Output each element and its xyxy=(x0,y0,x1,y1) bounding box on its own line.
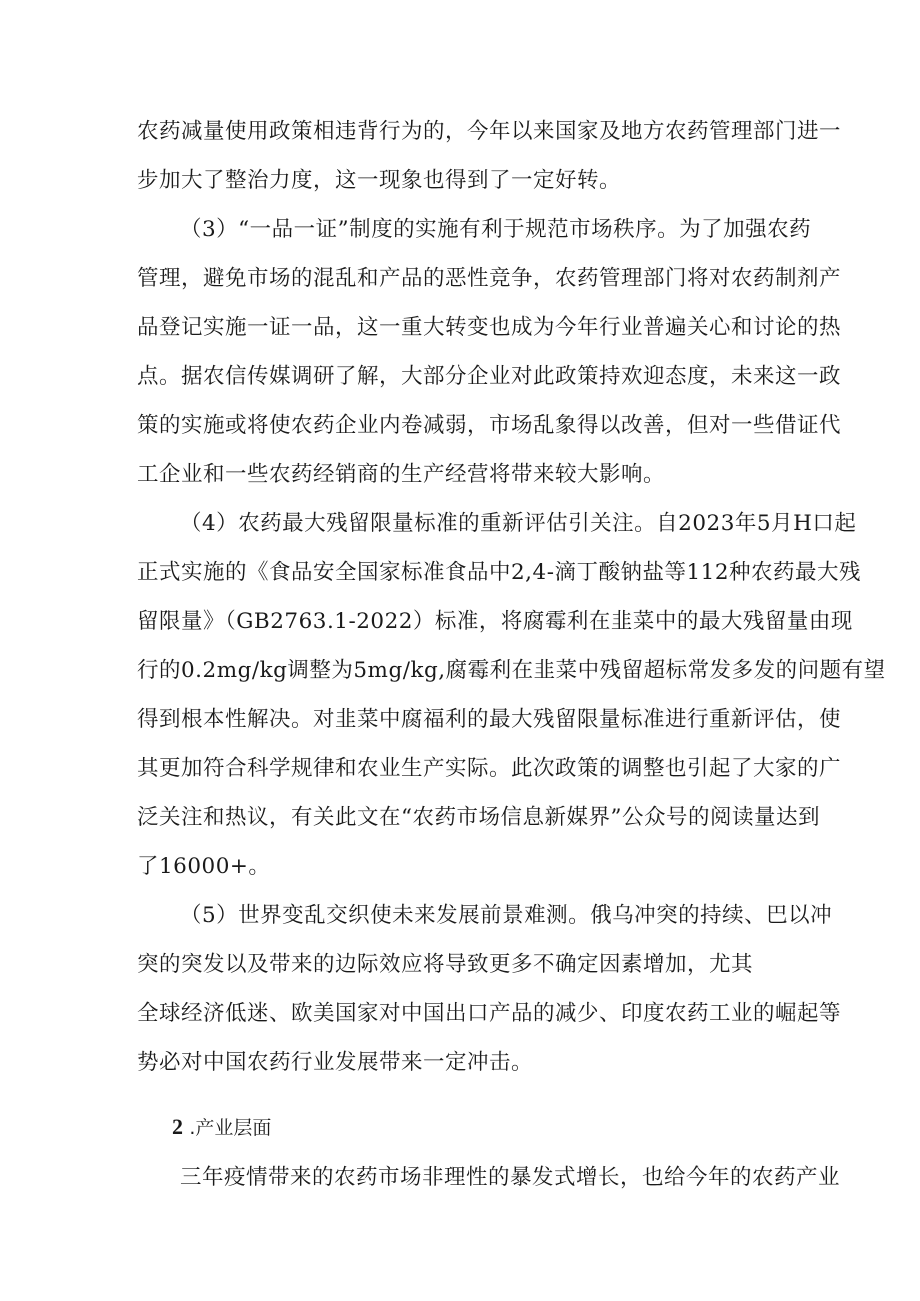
paragraph-3-line-4: 行的0.2mg/kg调整为5mg/kg,腐霉利在韭菜中残留超标常发多发的问题有望 xyxy=(137,658,886,683)
paragraph-3-line-6: 其更加符合科学规律和农业生产实际。此次政策的调整也引起了大家的广 xyxy=(137,756,842,781)
paragraph-3-line-1: （4）农药最大残留限量标准的重新评估引关注。自2023年5月H口起 xyxy=(180,511,857,536)
paragraph-2-line-1: （3）“一品一证”制度的实施有利于规范市场秩序。为了加强农药 xyxy=(180,217,812,242)
section-heading xyxy=(172,1112,271,1143)
paragraph-5-line-1: 三年疫情带来的农药市场非理性的暴发式增长，也给今年的农药产业 xyxy=(180,1165,841,1190)
paragraph-4-line-3: 全球经济低迷、欧美国家对中国出口产品的减少、印度农药工业的崛起等 xyxy=(137,1001,842,1026)
section-title: .产业层面 xyxy=(189,1117,272,1139)
paragraph-3-line-8: 了16000+。 xyxy=(137,854,271,879)
paragraph-1-line-1: 农药减量使用政策相违背行为的，今年以来国家及地方农药管理部门进一 xyxy=(137,119,842,144)
paragraph-4-line-2: 突的突发以及带来的边际效应将导致更多不确定因素增加，尤其 xyxy=(137,952,754,977)
paragraph-4-line-4: 势必对中国农药行业发展带来一定冲击。 xyxy=(137,1050,534,1075)
paragraph-3-line-2: 正式实施的《食品安全国家标准食品中2,4-滴丁酸钠盐等112种农药最大残 xyxy=(137,560,861,585)
paragraph-3-line-7: 泛关注和热议，有关此文在“农药市场信息新媒界”公众号的阅读量达到 xyxy=(137,805,820,830)
paragraph-2-line-6: 工企业和一些农药经销商的生产经营将带来较大影响。 xyxy=(137,462,666,487)
paragraph-4-line-1: （5）世界变乱交织使未来发展前景难测。俄乌冲突的持续、巴以冲 xyxy=(180,903,833,928)
paragraph-3-line-3: 留限量》（GB2763.1-2022）标准，将腐霉利在韭菜中的最大残留量由现 xyxy=(137,609,853,634)
paragraph-2-line-4: 点。据农信传媒调研了解，大部分企业对此政策持欢迎态度，未来这一政 xyxy=(137,364,842,389)
paragraph-1-line-2: 步加大了整治力度，这一现象也得到了一定好转。 xyxy=(137,168,622,193)
paragraph-2-line-5: 策的实施或将使农药企业内卷减弱，市场乱象得以改善，但对一些借证代 xyxy=(137,413,842,438)
section-number: 2 xyxy=(172,1114,183,1139)
paragraph-2-line-2: 管理，避免市场的混乱和产品的恶性竞争，农药管理部门将对农药制剂产 xyxy=(137,266,842,291)
paragraph-3-line-5: 得到根本性解决。对韭菜中腐福利的最大残留限量标准进行重新评估，使 xyxy=(137,707,842,732)
paragraph-2-line-3: 品登记实施一证一品，这一重大转变也成为今年行业普遍关心和讨论的热 xyxy=(137,315,842,340)
